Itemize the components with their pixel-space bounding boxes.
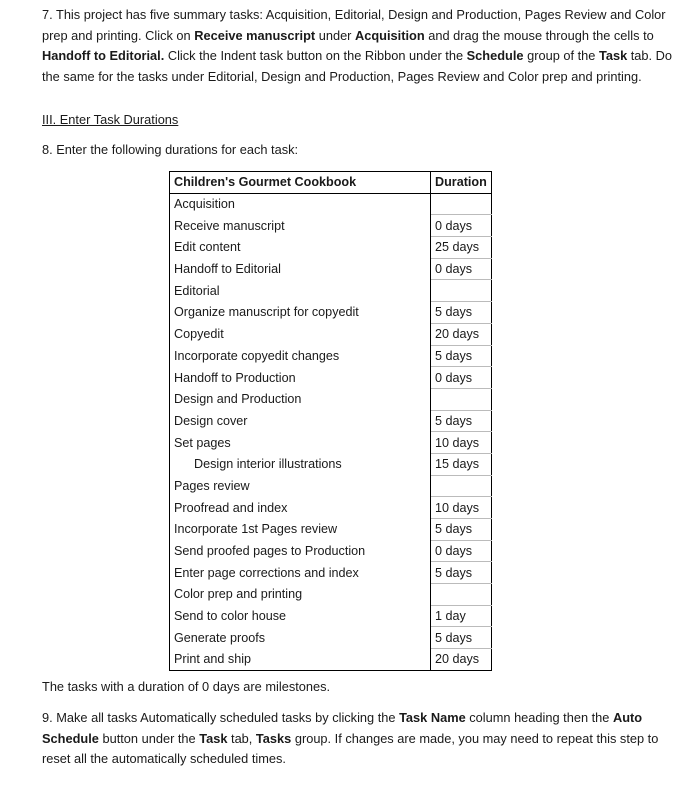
- table-header-row: [170, 172, 492, 194]
- task-duration: 5 days: [431, 302, 492, 324]
- task-duration: 0 days: [431, 540, 492, 562]
- task-duration: [431, 475, 492, 497]
- summary-task-name: Editorial: [170, 280, 431, 302]
- table-row: [170, 345, 492, 367]
- table-row: [170, 388, 492, 410]
- table-row: [170, 497, 492, 519]
- task-duration: 5 days: [431, 345, 492, 367]
- summary-task-name: Color prep and printing: [170, 584, 431, 606]
- task-duration: [431, 584, 492, 606]
- task-duration: 20 days: [431, 323, 492, 345]
- step-9-paragraph: 9. Make all tasks Automatically scheduled tasks by clicking the Task Name column heading then the Auto Schedule button under the Task tab, Tasks group. If changes are made, you may need to repeat this step to reset all the automatically scheduled times.: [42, 710, 659, 766]
- task-duration: 0 days: [431, 258, 492, 280]
- milestone-note: The tasks with a duration of 0 days are milestones.: [42, 679, 331, 694]
- task-duration: 10 days: [431, 497, 492, 519]
- task-name: Copyedit: [170, 323, 431, 345]
- step-8-paragraph: 8. Enter the following durations for each task:: [42, 142, 299, 157]
- summary-task-name: Design and Production: [170, 388, 431, 410]
- table-body: [170, 193, 492, 670]
- task-duration: 20 days: [431, 649, 492, 671]
- task-duration-table: [169, 171, 492, 671]
- table-row: [170, 584, 492, 606]
- summary-task-name: Acquisition: [170, 193, 431, 215]
- task-name: Incorporate 1st Pages review: [170, 519, 431, 541]
- task-name: Send proofed pages to Production: [170, 540, 431, 562]
- table-row: [170, 627, 492, 649]
- table-row: [170, 562, 492, 584]
- task-duration: 0 days: [431, 215, 492, 237]
- task-duration: 1 day: [431, 605, 492, 627]
- task-duration: 5 days: [431, 519, 492, 541]
- table-row: [170, 258, 492, 280]
- task-duration: 25 days: [431, 237, 492, 259]
- task-duration: 5 days: [431, 562, 492, 584]
- summary-task-name: Pages review: [170, 475, 431, 497]
- task-duration: 5 days: [431, 627, 492, 649]
- task-name: Handoff to Editorial: [170, 258, 431, 280]
- task-name: Design interior illustrations: [170, 453, 431, 475]
- task-name: Incorporate copyedit changes: [170, 345, 431, 367]
- task-duration: [431, 388, 492, 410]
- section-heading: III. Enter Task Durations: [42, 112, 179, 127]
- task-name: Design cover: [170, 410, 431, 432]
- task-name: Organize manuscript for copyedit: [170, 302, 431, 324]
- table-row: [170, 410, 492, 432]
- table-row: [170, 193, 492, 215]
- table-row: [170, 453, 492, 475]
- task-duration: 10 days: [431, 432, 492, 454]
- step-7-paragraph: 7. This project has five summary tasks: Acquisition, Editorial, Design and Production, Pages Review and Color prep and printing. Click on Receive manuscript under Acquisition and drag the mouse through the cells to Handoff to Editorial. Click the Indent task button on the Ribbon under the Schedule group of the Task tab. Do the same for the tasks under Editorial, Design and Production, Pages Review and Color prep and printing.: [42, 7, 673, 84]
- table-row: [170, 475, 492, 497]
- table-row: [170, 323, 492, 345]
- task-duration: 0 days: [431, 367, 492, 389]
- table-row: [170, 540, 492, 562]
- task-duration: 15 days: [431, 453, 492, 475]
- table-row: [170, 519, 492, 541]
- table-row: [170, 605, 492, 627]
- column-header-duration: Duration: [431, 172, 492, 194]
- table-row: [170, 432, 492, 454]
- task-name: Receive manuscript: [170, 215, 431, 237]
- task-name: Edit content: [170, 237, 431, 259]
- task-name: Enter page corrections and index: [170, 562, 431, 584]
- task-name: Handoff to Production: [170, 367, 431, 389]
- task-duration: 5 days: [431, 410, 492, 432]
- table-row: [170, 237, 492, 259]
- task-duration: [431, 193, 492, 215]
- task-name: Generate proofs: [170, 627, 431, 649]
- table-row: [170, 215, 492, 237]
- column-header-task-name: Children's Gourmet Cookbook: [170, 172, 431, 194]
- table-row: [170, 302, 492, 324]
- task-name: Set pages: [170, 432, 431, 454]
- table-row: [170, 367, 492, 389]
- task-duration: [431, 280, 492, 302]
- task-name: Proofread and index: [170, 497, 431, 519]
- table-row: [170, 649, 492, 671]
- task-name: Print and ship: [170, 649, 431, 671]
- task-name: Send to color house: [170, 605, 431, 627]
- table-row: [170, 280, 492, 302]
